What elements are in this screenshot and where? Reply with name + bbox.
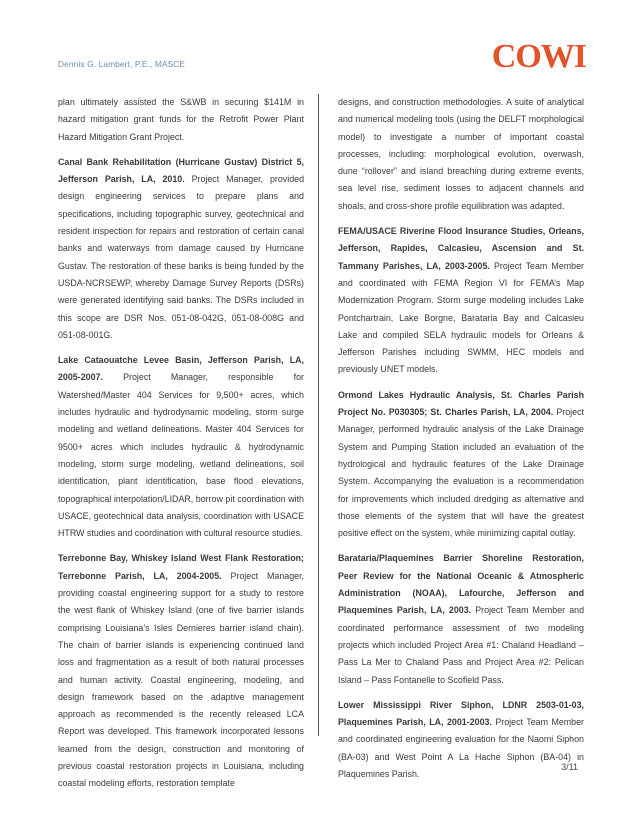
project-description: Project Manager, responsible for Watershed/Master 404 Services for 9,500+ acres, which includes hydraulic and hydrodynamic modeling, storm surge modeling and wetland delineations. Master 404 Services for 9500+ acres which includes hydraulic & hydrodynamic modeling, storm surge modeling, wetland delineations, soil identification, plant identification, base flood elevations, topographical interpolation/LIDAR, borrow pit coordination with USACE, geotechnical data analysis, coordination with USACE HTRW studies and coordination with cultural resource studies. [58,372,304,539]
right-column [338,94,584,791]
author-name: Dennis G. Lambert, P.E., MASCE [58,59,186,69]
project-title: Barataria/Plaquemines Barrier Shoreline Restoration, Peer Review for the National Oceanic & Atmospheric Administration (NOAA), Lafourche, Jefferson and Plaquemines Parish, LA, 2003. [338,553,584,616]
project-entry [58,154,304,344]
project-title: Canal Bank Rehabilitation (Hurricane Gustav) District 5, Jefferson Parish, LA, 2010. [58,156,304,185]
project-description: Project Team Member and coordinated performance assessment of two modeling projects which included Project Area #1: Chaland Headland – Pass La Mer to Chaland Pass and Project Area #2: Pelican Island – Pass Fontanelle to Scofield Pass. [338,605,585,685]
project-title: Terrebonne Bay, Whiskey Island West Flank Restoration; Terrebonne Parish, LA, 2004-2005. [58,553,304,581]
project-title: Ormond Lakes Hydraulic Analysis, St. Charles Parish Project No. P030305; St. Charles Parish, LA, 2004. [338,389,584,418]
left-column [58,94,304,801]
project-entry [58,94,304,146]
project-description: Project Team Member and coordinated engineering evaluation for the Naomi Siphon (BA-03) and West Point A La Hache Siphon (BA-04) in Plaquemines Parish. [338,717,584,779]
project-description: Project Manager, performed hydraulic analysis of the Lake Drainage System and Pumping Station included an evaluation of the hydrological and hydraulic features of the Lake Drainage System. Accompanying the evaluation is a recommendation for improvements which included dredging as alternative and those elements of the system that will have the greatest positive effect on the system, while minimizing capital outlay. [338,407,584,539]
project-entry [58,352,304,542]
page-header [58,40,586,74]
page-number: 3/11 [561,762,578,772]
project-title: Lower Mississippi River Siphon, LDNR 2503-01-03, Plaquemines Parish, LA, 2001-2003. [338,699,584,728]
project-entry [338,550,584,688]
column-divider [318,94,319,736]
project-description: plan ultimately assisted the S&WB in securing $141M in hazard mitigation grant funds for the Retrofit Power Plant Hazard Mitigation Grant Project. [58,97,304,142]
project-entry [338,223,584,379]
project-entry [338,697,584,783]
project-description: Project Manager, providing coastal engineering support for a study to restore the west flank of Whiskey Island (one of five barrier islands comprising Louisiana’s Isles Dernieres barrier island chain). The chain of barrier islands is experiencing continued land loss and fragmentation as a result of both natural processes and human activity. Coastal engineering, modeling, and design framework based on the adaptive management approach as recommended is the recently released LCA Report was developed. This framework incorporated lessons learned from the design, construction and monitoring of previous coastal restoration projects in Louisiana, including coastal modeling efforts, restoration template [58,570,305,789]
project-title: FEMA/USACE Riverine Flood Insurance Studies, Orleans, Jefferson, Rapides, Calcasieu, Ascension and St. Tammany Parishes, LA, 2003-2005. [338,226,584,271]
project-entry [58,550,304,792]
project-description: Project Team Member and coordinated with FEMA Region VI for FEMA’s Map Modernization Program. Storm surge modeling includes Lake Pontchartrain, Lake Borgne, Barataria Bay and Calcasieu Lake and compiled SELA hydraulic models for Orleans & Jefferson Parishes including SWMM, HEC models and previously UNET models. [338,260,584,375]
company-logo: COWI [491,38,586,75]
project-description: Project Manager, provided design engineering services to prepare plans and specifications, including topographic survey, geotechnical and resident inspection for repairs and restoration of certain canal banks and waterways from damage caused by Hurricane Gustav. The restoration of these banks is being funded by the USDA-NCRSEWP, whereby Damage Survey Reports (DSRs) were generated identifying said banks. The DSRs included in this scope are DSR Nos. 051-08-042G, 051-08-008G and 051-08-001G. [58,174,305,340]
project-title: Lake Cataouatche Levee Basin, Jefferson Parish, LA, 2005-2007. [58,355,304,383]
project-entry [338,387,584,543]
project-description: designs, and construction methodologies. A suite of analytical and numerical modeling tools (using the DELFT morphological model) to investigate a number of important coastal processes, including: morphological evolution, overwash, dune “rollover” and island breaching during extreme events, sea level rise, sediment losses to adjacent channels and shoals, and cross-shore profile equilibration was adapted. [338,97,584,211]
project-entry [338,94,584,215]
